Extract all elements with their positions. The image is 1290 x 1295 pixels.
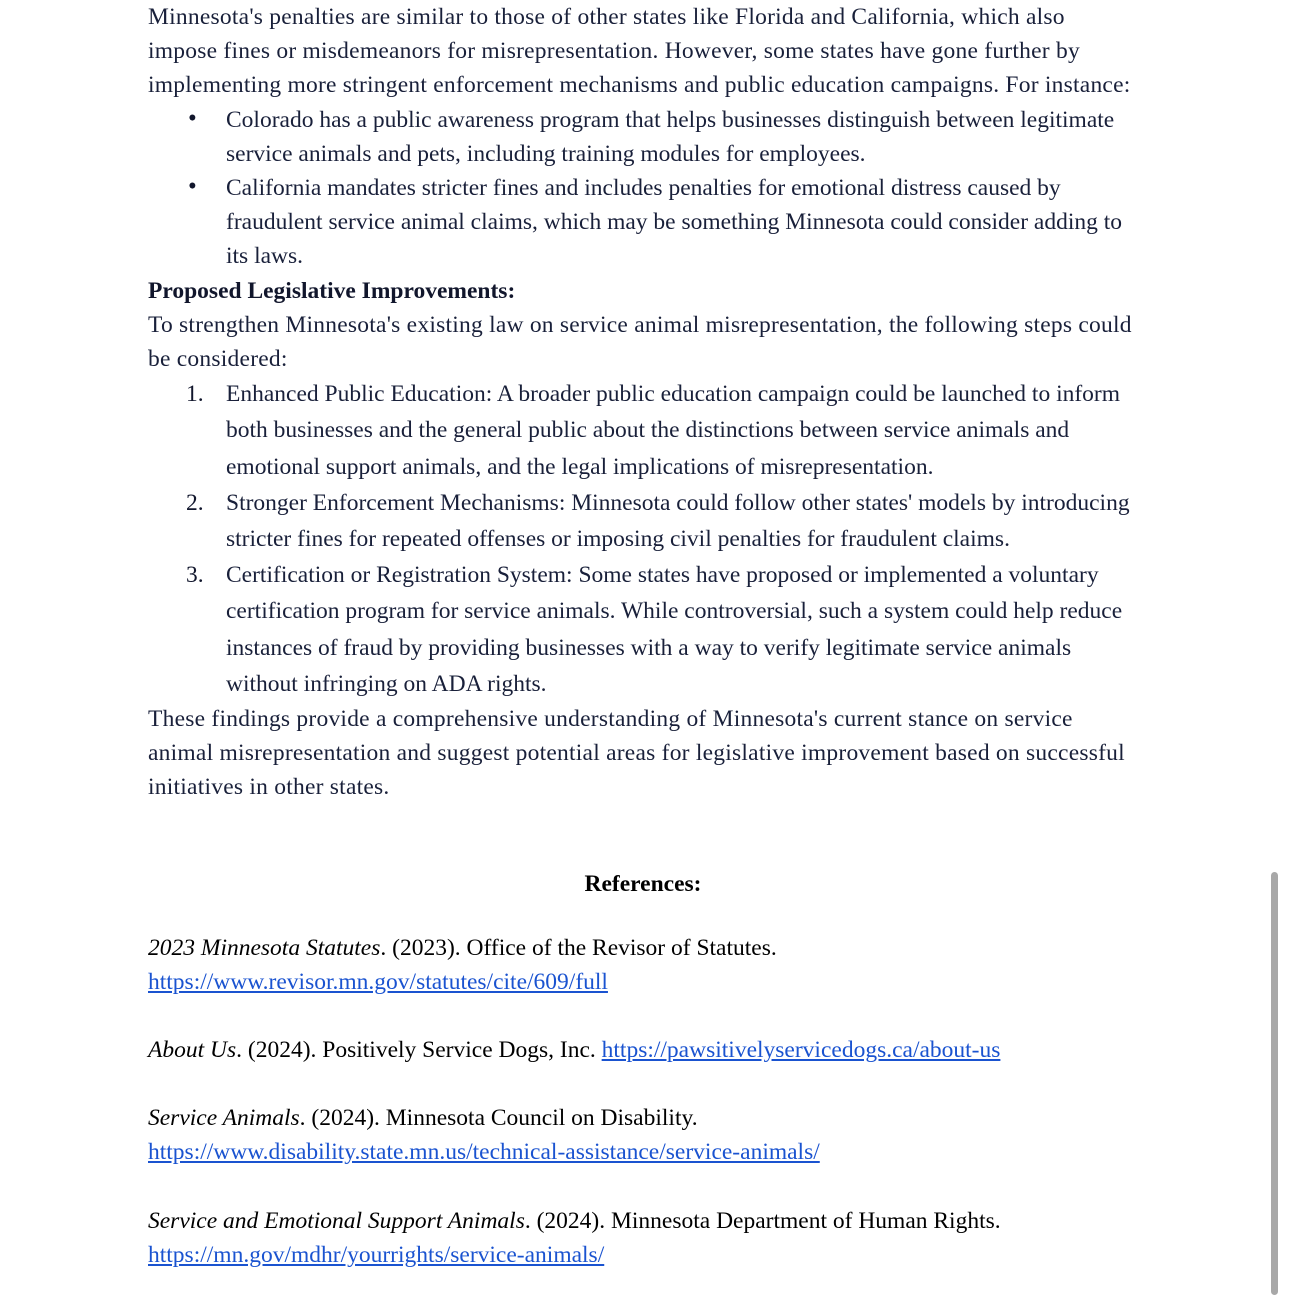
proposals-list bbox=[148, 376, 1138, 702]
reference-details: . (2024). Positively Service Dogs, Inc. bbox=[236, 1037, 602, 1064]
scrollbar-thumb[interactable] bbox=[1271, 872, 1278, 1295]
reference-title: Service Animals bbox=[148, 1105, 300, 1132]
reference-gap bbox=[148, 1067, 1138, 1101]
list-item: • Colorado has a public awareness program that helps businesses distinguish between legitimate service animals and pets, including training modules for employees. bbox=[148, 103, 1138, 171]
state-examples-list bbox=[148, 103, 1138, 274]
reference-details: . (2024). Minnesota Department of Human Rights. bbox=[524, 1207, 1001, 1234]
proposals-lead-paragraph: To strengthen Minnesota's existing law on service animal misrepresentation, the following steps could be considered: bbox=[148, 311, 1132, 373]
reference-entry bbox=[148, 1204, 1138, 1272]
references-heading: References: bbox=[584, 870, 702, 897]
reference-title: Service and Emotional Support Animals bbox=[148, 1207, 525, 1234]
reference-entry bbox=[148, 931, 1138, 999]
reference-details: . (2024). Minnesota Council on Disability. bbox=[299, 1105, 698, 1132]
closing-paragraph: These findings provide a comprehensive understanding of Minnesota's current stance on service animal misrepresentation and suggest potential areas for legislative improvement based on successful initiatives in other states. bbox=[148, 706, 1125, 801]
list-item: Certification or Registration System: Some states have proposed or implemented a voluntary certification program for service animals. While controversial, such a system could help reduce instances of fraud by providing businesses with a way to verify legitimate service animals without infringing on ADA rights. bbox=[226, 562, 1123, 697]
reference-details: . (2023). Office of the Revisor of Statutes. bbox=[380, 934, 777, 961]
reference-title: About Us bbox=[148, 1037, 237, 1064]
reference-link[interactable]: https://www.revisor.mn.gov/statutes/cite/609/full bbox=[148, 968, 608, 995]
proposed-improvements-heading: Proposed Legislative Improvements: bbox=[148, 277, 516, 304]
reference-link[interactable]: https://mn.gov/mdhr/yourrights/service-animals/ bbox=[148, 1241, 605, 1268]
reference-gap bbox=[148, 1170, 1138, 1204]
intro-paragraph: Minnesota's penalties are similar to those of other states like Florida and California, which also impose fines or misdemeanors for misrepresentation. However, some states have gone further by implementing more stringent enforcement mechanisms and public education campaigns. For instance: bbox=[148, 4, 1131, 99]
reference-entry bbox=[148, 1101, 1138, 1169]
list-item: • California mandates stricter fines and includes penalties for emotional distress caused by fraudulent service animal claims, which may be something Minnesota could consider adding to its laws. bbox=[148, 171, 1138, 274]
reference-entry bbox=[148, 1033, 1138, 1067]
list-item: Stronger Enforcement Mechanisms: Minnesota could follow other states' models by introducing stricter fines for repeated offenses or imposing civil penalties for fraudulent claims. bbox=[226, 489, 1130, 553]
list-item: Enhanced Public Education: A broader public education campaign could be launched to inform both businesses and the general public about the distinctions between service animals and emotional support animals, and the legal implications of misrepresentation. bbox=[226, 381, 1121, 480]
reference-gap bbox=[148, 999, 1138, 1033]
document-body bbox=[148, 0, 1138, 1272]
section-spacer bbox=[148, 805, 1138, 867]
reference-link[interactable]: https://pawsitivelyservicedogs.ca/about-us bbox=[601, 1037, 1001, 1064]
reference-link[interactable]: https://www.disability.state.mn.us/technical-assistance/service-animals/ bbox=[148, 1139, 820, 1166]
reference-title: 2023 Minnesota Statutes bbox=[148, 934, 381, 961]
references-spacer bbox=[148, 901, 1138, 931]
scrollbar-track[interactable] bbox=[1272, 0, 1286, 1295]
